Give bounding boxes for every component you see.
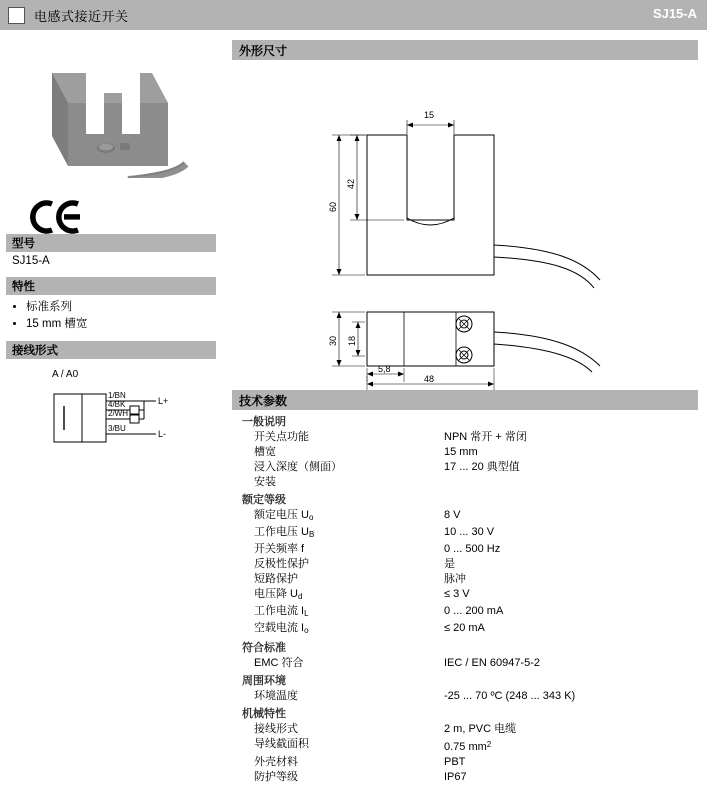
table-row — [232, 755, 698, 770]
table-row — [232, 445, 698, 460]
right-column — [232, 40, 698, 785]
section-wiring-bar: 接线形式 — [6, 341, 216, 359]
spec-value: 脉冲 — [444, 573, 466, 585]
spec-value: 是 — [444, 558, 455, 570]
page-title: 电感式接近开关 — [34, 8, 129, 24]
left-column — [0, 40, 222, 467]
spec-key: 外壳材料 — [254, 756, 298, 768]
table-row — [232, 656, 698, 671]
table-row — [232, 604, 698, 621]
svg-text:2/WH: 2/WH — [108, 409, 128, 418]
spec-key: 导线截面积 — [254, 738, 309, 750]
header-logo-icon — [8, 7, 25, 24]
dimension-drawing — [232, 60, 698, 390]
section-features-bar: 特性 — [6, 277, 216, 295]
spec-value: ≤ 3 V — [444, 588, 470, 600]
spec-key: 槽宽 — [254, 446, 276, 458]
spec-value: 0 ... 500 Hz — [444, 543, 501, 555]
spec-value: IP67 — [444, 771, 467, 783]
table-row — [232, 475, 698, 490]
table-row — [232, 770, 698, 785]
product-photo — [0, 48, 222, 178]
table-row — [232, 621, 698, 638]
spec-group-title: 机械特性 — [242, 708, 286, 720]
section-dimensions-bar: 外形尺寸 — [232, 40, 698, 60]
spec-value: 17 ... 20 典型值 — [444, 461, 520, 473]
spec-key: 环境温度 — [254, 690, 298, 702]
table-row — [232, 460, 698, 475]
spec-key: 开关频率 f — [254, 543, 305, 555]
table-row — [232, 430, 698, 445]
spec-key: 工作电压 $U_B$ — [254, 526, 315, 539]
spec-key: 开关点功能 — [254, 431, 309, 443]
svg-text:18: 18 — [347, 335, 357, 347]
spec-value: 8 V — [444, 509, 461, 521]
spec-value — [444, 475, 698, 490]
spec-key: 额定电压 $U_o$ — [254, 509, 314, 522]
spec-value: 15 mm — [444, 446, 478, 458]
svg-text:3/BU: 3/BU — [108, 424, 126, 433]
spec-value: -25 ... 70 ºC (248 ... 343 K) — [444, 690, 576, 702]
svg-text:1/BN: 1/BN — [108, 391, 126, 400]
spec-key: 电压降 $U_d$ — [254, 588, 303, 601]
spec-value: 0 ... 200 mA — [444, 605, 504, 617]
wiring-type-label: A / A0 — [52, 369, 79, 380]
spec-key: 空载电流 $I_o$ — [254, 622, 309, 635]
spec-value: NPN 常开 + 常闭 — [444, 431, 527, 443]
specs-table — [232, 412, 698, 785]
table-row — [232, 572, 698, 587]
spec-group-title: 周围环境 — [242, 675, 286, 687]
table-row — [232, 587, 698, 604]
page-header — [0, 0, 707, 30]
spec-value: ≤ 20 mA — [444, 622, 485, 634]
table-row — [232, 557, 698, 572]
header-model-label: SJ15-A — [652, 6, 697, 21]
spec-key: 安装 — [254, 476, 276, 488]
spec-value: 2 m, PVC 电缆 — [444, 723, 517, 735]
spec-group-title: 额定等级 — [242, 494, 286, 506]
spec-key: EMC 符合 — [254, 657, 304, 669]
svg-text:4/BK: 4/BK — [108, 400, 126, 409]
section-specs-bar: 技术参数 — [232, 390, 698, 410]
svg-text:L-: L- — [158, 429, 167, 439]
spec-key: 反极性保护 — [254, 558, 309, 570]
section-model-bar: 型号 — [6, 234, 216, 252]
table-row — [232, 542, 698, 557]
spec-key: 短路保护 — [254, 573, 298, 585]
spec-value: PBT — [444, 756, 466, 768]
svg-text:L+: L+ — [158, 396, 169, 406]
spec-key: 接线形式 — [254, 723, 298, 735]
table-row — [232, 722, 698, 737]
svg-text:5,8: 5,8 — [378, 364, 391, 374]
list-item: • 标准系列 — [26, 298, 222, 314]
spec-key: 防护等级 — [254, 771, 298, 783]
svg-text:15: 15 — [424, 110, 435, 120]
table-row — [232, 508, 698, 525]
table-row — [232, 689, 698, 704]
spec-value: 10 ... 30 V — [444, 526, 495, 538]
model-value: SJ15-A — [12, 255, 50, 267]
svg-text:60: 60 — [328, 201, 338, 213]
svg-text:48: 48 — [424, 374, 435, 384]
wiring-diagram — [0, 369, 222, 467]
spec-group-title: 符合标准 — [242, 642, 286, 654]
spec-key: 工作电流 $I_L$ — [254, 605, 309, 618]
spec-group-title: 一般说明 — [242, 416, 286, 428]
svg-text:30: 30 — [328, 335, 338, 347]
spec-value: IEC / EN 60947-5-2 — [444, 657, 540, 669]
spec-value: 0.75 $mm^2$ — [444, 740, 492, 753]
features-list — [12, 298, 222, 331]
spec-key: 浸入深度（侧面） — [254, 461, 342, 473]
svg-text:42: 42 — [346, 178, 356, 190]
list-item: • 15 mm 槽宽 — [26, 315, 222, 331]
ce-mark-icon — [28, 200, 88, 234]
table-row — [232, 525, 698, 542]
table-row — [232, 737, 698, 755]
